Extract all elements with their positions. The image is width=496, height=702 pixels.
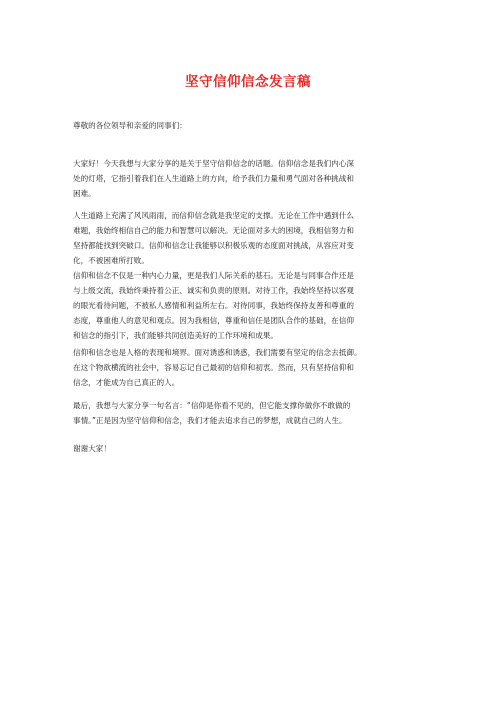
paragraph-line: 信念，才能成为自己真正的人。 xyxy=(73,378,180,387)
paragraph-line: 与上级交流，我始终秉持着公正、诚实和负责的原则。对待工作，我始终坚持以客观 xyxy=(73,286,354,295)
paragraph-line: 坚持都能找到突破口。信仰和信念让我能够以积极乐观的态度面对挑战，从容应对变 xyxy=(73,241,354,250)
paragraph-5 xyxy=(73,398,426,428)
paragraph-line: 态度，尊重他人的意见和观点。因为我相信，尊重和信任是团队合作的基础，在信仰 xyxy=(73,316,354,325)
paragraph-line: 化，不被困难所打败。 xyxy=(73,256,149,265)
paragraph-1 xyxy=(73,156,426,201)
salutation: 尊敬的各位领导和亲爱的同事们： xyxy=(73,121,187,130)
paragraph-line: 困难。 xyxy=(73,189,96,198)
paragraph-4 xyxy=(73,345,426,390)
paragraph-line: 难题，我始终相信自己的能力和智慧可以解决。无论面对多大的困境，我相信努力和 xyxy=(73,226,354,235)
paragraph-line: 处的灯塔，它指引着我们在人生道路上的方向，给予我们力量和勇气面对各种挑战和 xyxy=(73,174,354,183)
paragraph-line: 在这个物欲横流的社会中，容易忘记自己最初的信仰和初衷。然而，只有坚持信仰和 xyxy=(73,363,354,372)
paragraph-line: 和信念的指引下，我们能够共同创造美好的工作环境和成果。 xyxy=(73,331,279,340)
paragraph-3 xyxy=(73,268,426,343)
paragraph-2 xyxy=(73,208,426,268)
paragraph-line: 事情。”正是因为坚守信仰和信念，我们才能去追求自己的梦想，成就自己的人生。 xyxy=(73,416,347,425)
paragraph-line: 最后，我想与大家分享一句名言：“信仰是你看不见的，但它能支撑你做你不敢做的 xyxy=(73,401,351,410)
paragraph-line: 信仰和信念也是人格的表现和境界。面对诱惑和诱惑，我们需要有坚定的信念去抵御。 xyxy=(73,348,362,357)
paragraph-line: 大家好！今天我想与大家分享的是关于坚守信仰信念的话题。信仰信念是我们内心深 xyxy=(73,159,354,168)
paragraph-line: 人生道路上充满了风风雨雨，而信仰信念就是我坚定的支撑。无论在工作中遇到什么 xyxy=(73,211,354,220)
paragraph-line: 信仰和信念不仅是一种内心力量，更是我们人际关系的基石。无论是与同事合作还是 xyxy=(73,271,354,280)
paragraph-line: 的眼光看待问题，不被私人感情和利益所左右。对待同事，我始终保持友善和尊重的 xyxy=(73,301,354,310)
document-title: 坚守信仰信念发言稿 xyxy=(185,74,311,90)
closing: 谢谢大家！ xyxy=(73,444,111,453)
